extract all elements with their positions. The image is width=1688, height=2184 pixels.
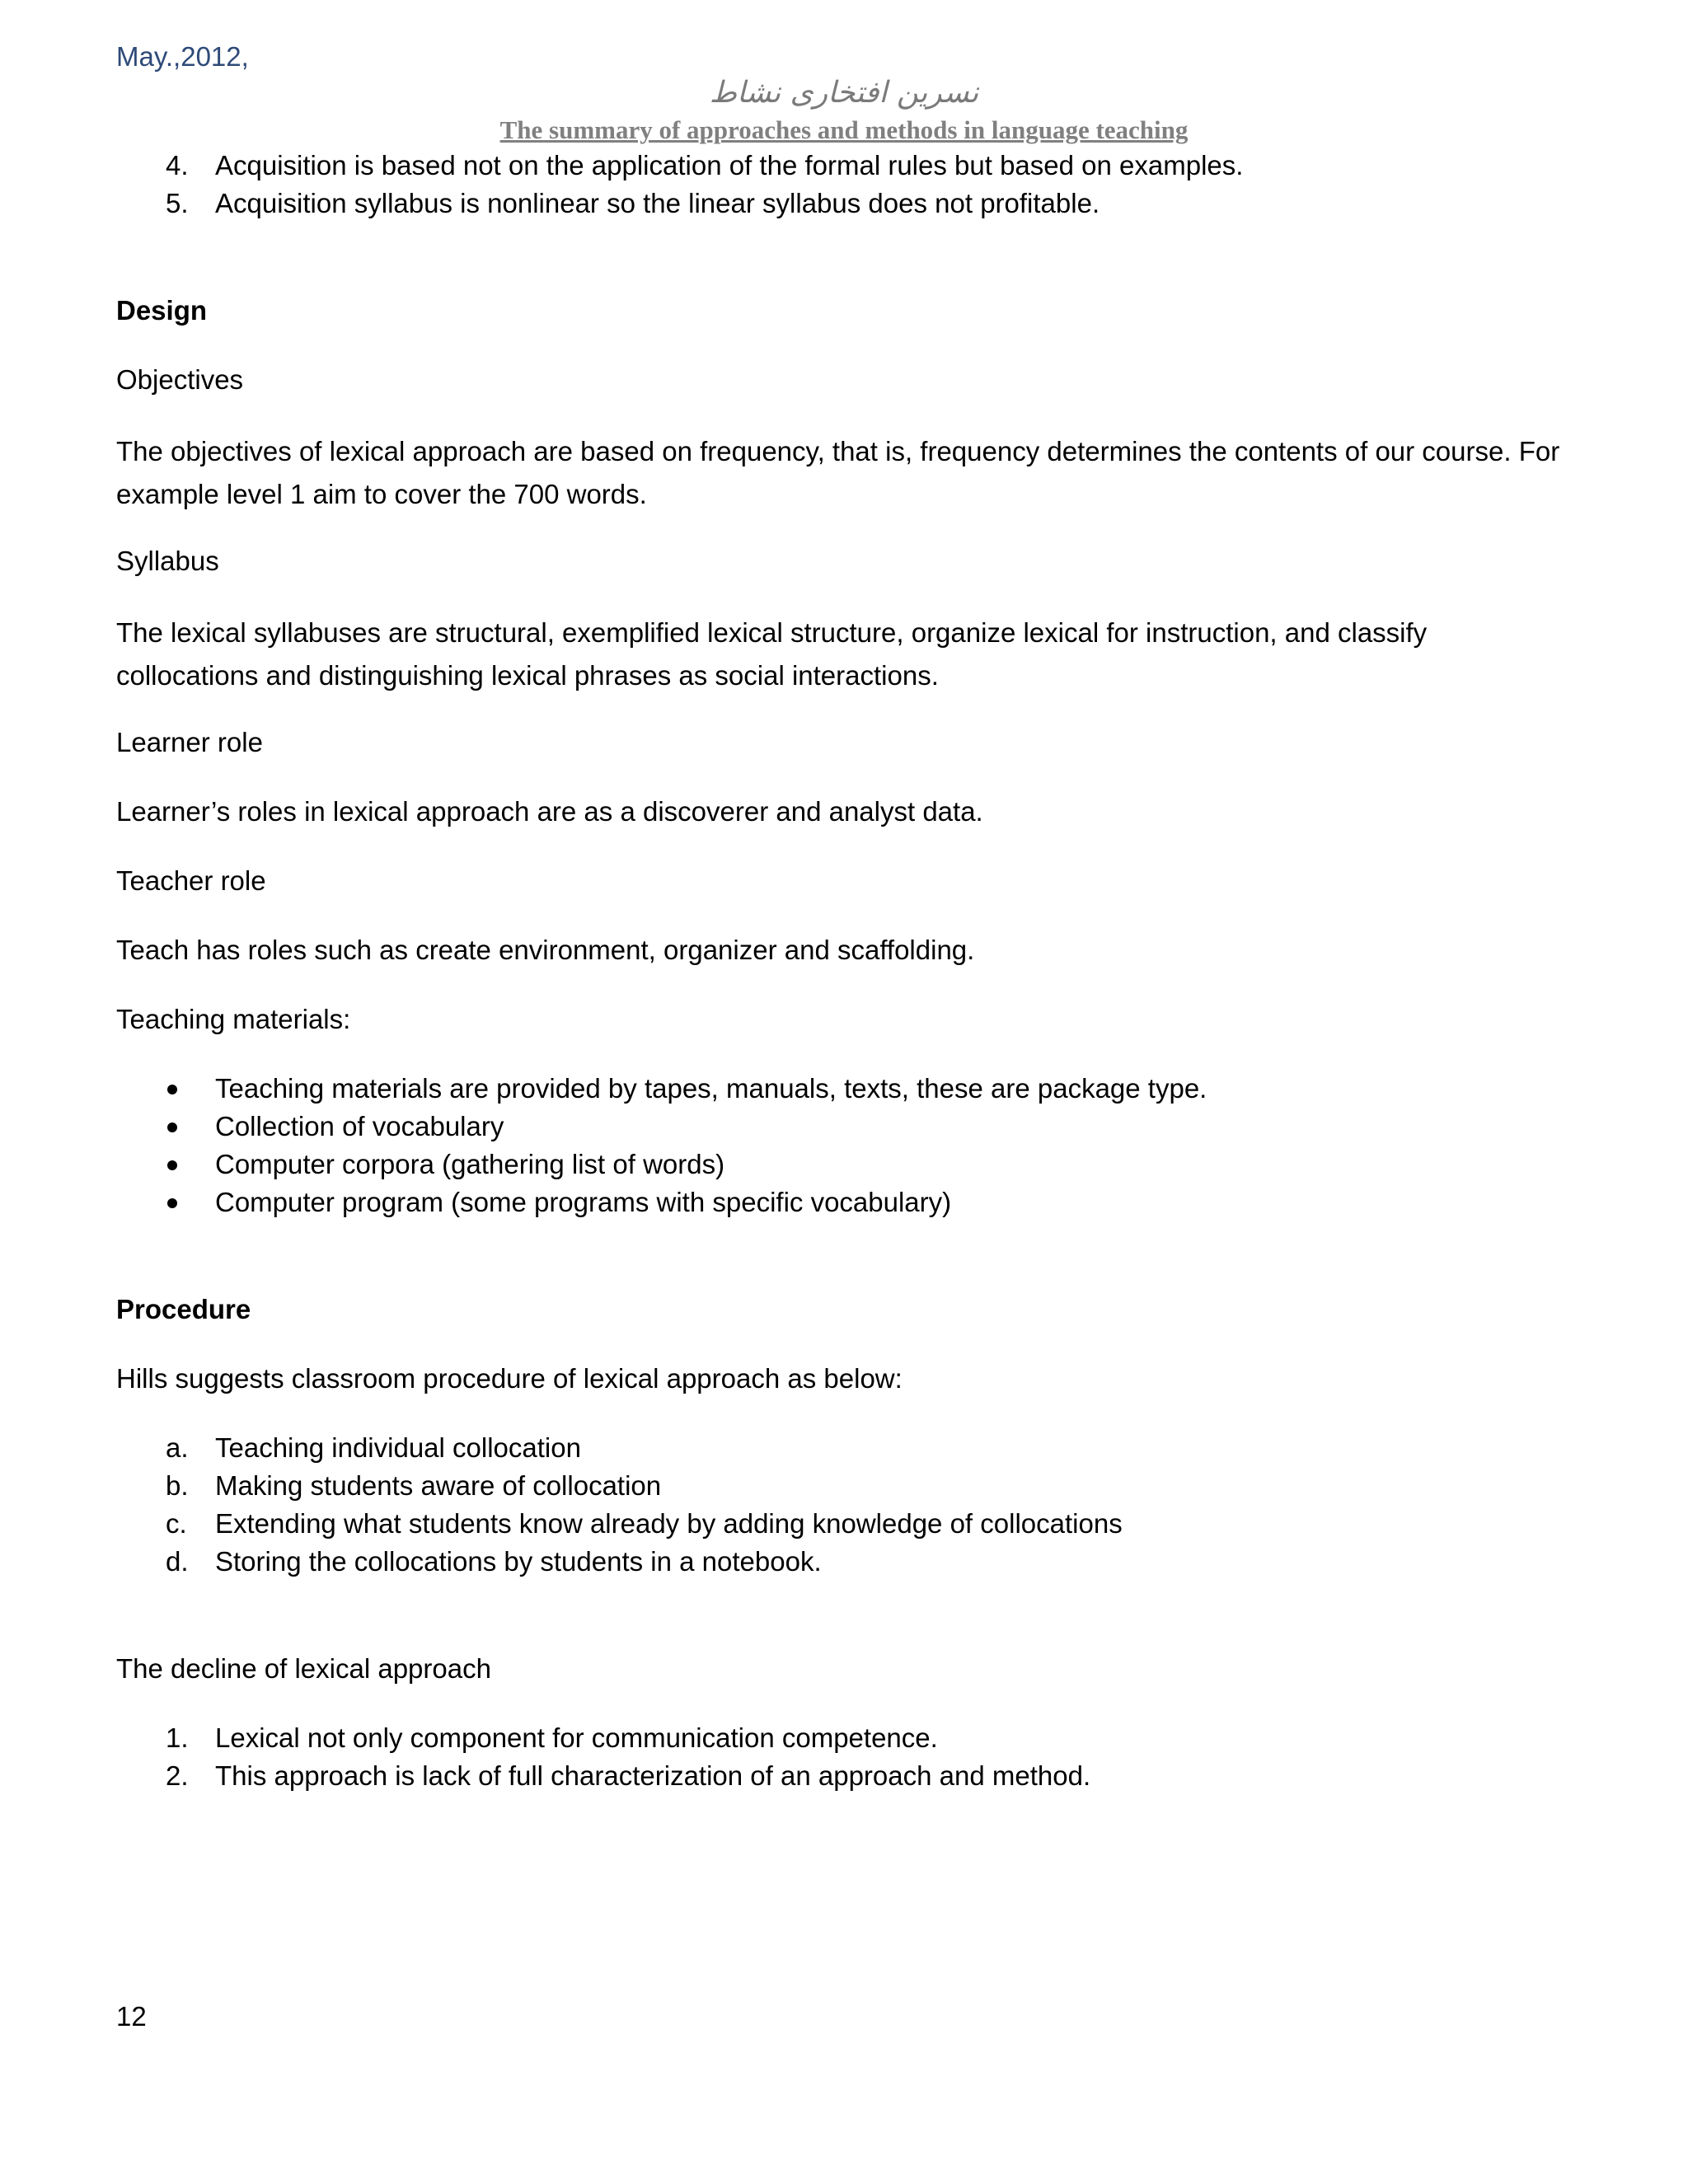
list-marker: 5.: [166, 188, 189, 218]
page-number: 12: [116, 2001, 147, 2032]
list-marker: b.: [166, 1470, 189, 1501]
subheading-objectives: Objectives: [116, 364, 244, 395]
document-body: [116, 147, 1583, 1795]
list-item: [116, 1543, 1583, 1581]
list-item-text: Extending what students know already by adding knowledge of collocations: [215, 1508, 1123, 1539]
list-item-text: Computer corpora (gathering list of words): [215, 1149, 725, 1179]
list-item-text: Storing the collocations by students in a notebook.: [215, 1546, 822, 1577]
subheading-syllabus: Syllabus: [116, 546, 219, 576]
bullet-icon: [167, 1122, 177, 1132]
list-item: [116, 1719, 1583, 1757]
list-marker: d.: [166, 1546, 189, 1577]
list-item: [116, 1757, 1583, 1795]
list-item-text: Making students aware of collocation: [215, 1470, 662, 1501]
subheading-teaching-materials: Teaching materials:: [116, 1004, 351, 1034]
list-item: [116, 1467, 1583, 1505]
header-author: نسرین افتخاری نشاط: [709, 76, 979, 110]
paragraph-objectives: The objectives of lexical approach are based on frequency, that is, frequency determines the contents of our course. For example level 1 aim to cover the 700 words.: [116, 436, 1560, 509]
bullet-icon: [167, 1160, 177, 1170]
list-item-text: Teaching individual collocation: [215, 1432, 581, 1463]
materials-bullet-list: [116, 1070, 1583, 1221]
list-marker: 4.: [166, 150, 189, 180]
list-item: [116, 1108, 1583, 1146]
section-heading-design: Design: [116, 295, 208, 326]
paragraph-teacher-role: Teach has roles such as create environment, organizer and scaffolding.: [116, 935, 975, 965]
list-item-text: Collection of vocabulary: [215, 1111, 504, 1141]
paragraph-syllabus: The lexical syllabuses are structural, exemplified lexical structure, organize lexical for instruction, and classify collocations and distinguishing lexical phrases as social interactions.: [116, 617, 1428, 691]
list-item-text: Lexical not only component for communication competence.: [215, 1722, 938, 1753]
list-item-text: Computer program (some programs with specific vocabulary): [215, 1187, 952, 1217]
section-heading-procedure: Procedure: [116, 1294, 251, 1324]
list-marker: 1.: [166, 1722, 189, 1753]
list-item-text: Teaching materials are provided by tapes, manuals, texts, these are package type.: [215, 1073, 1207, 1104]
list-marker: 2.: [166, 1760, 189, 1791]
continued-numbered-list: [116, 147, 1583, 223]
list-item-text: This approach is lack of full characterization of an approach and method.: [215, 1760, 1091, 1791]
decline-numbered-list: [116, 1719, 1583, 1795]
list-item-text: Acquisition syllabus is nonlinear so the linear syllabus does not profitable.: [215, 188, 1100, 218]
document-title: The summary of approaches and methods in language teaching: [499, 115, 1189, 144]
list-item-text: Acquisition is based not on the application of the formal rules but based on examples.: [215, 150, 1244, 180]
list-item: [116, 1505, 1583, 1543]
list-item: [116, 147, 1583, 185]
subheading-learner-role: Learner role: [116, 727, 263, 757]
subheading-teacher-role: Teacher role: [116, 865, 266, 896]
list-marker: a.: [166, 1432, 189, 1463]
paragraph-procedure-intro: Hills suggests classroom procedure of lexical approach as below:: [116, 1363, 903, 1394]
paragraph-learner-role: Learner’s roles in lexical approach are as a discoverer and analyst data.: [116, 796, 983, 827]
list-item: [116, 1183, 1583, 1221]
list-marker: c.: [166, 1508, 187, 1539]
list-item: [116, 1146, 1583, 1183]
bullet-icon: [167, 1198, 177, 1208]
bullet-icon: [167, 1085, 177, 1094]
subheading-decline: The decline of lexical approach: [116, 1653, 491, 1684]
list-item: [116, 1070, 1583, 1108]
list-item: [116, 1429, 1583, 1467]
procedure-lettered-list: [116, 1429, 1583, 1581]
header-date: May.,2012,: [116, 41, 249, 72]
list-item: [116, 185, 1583, 223]
